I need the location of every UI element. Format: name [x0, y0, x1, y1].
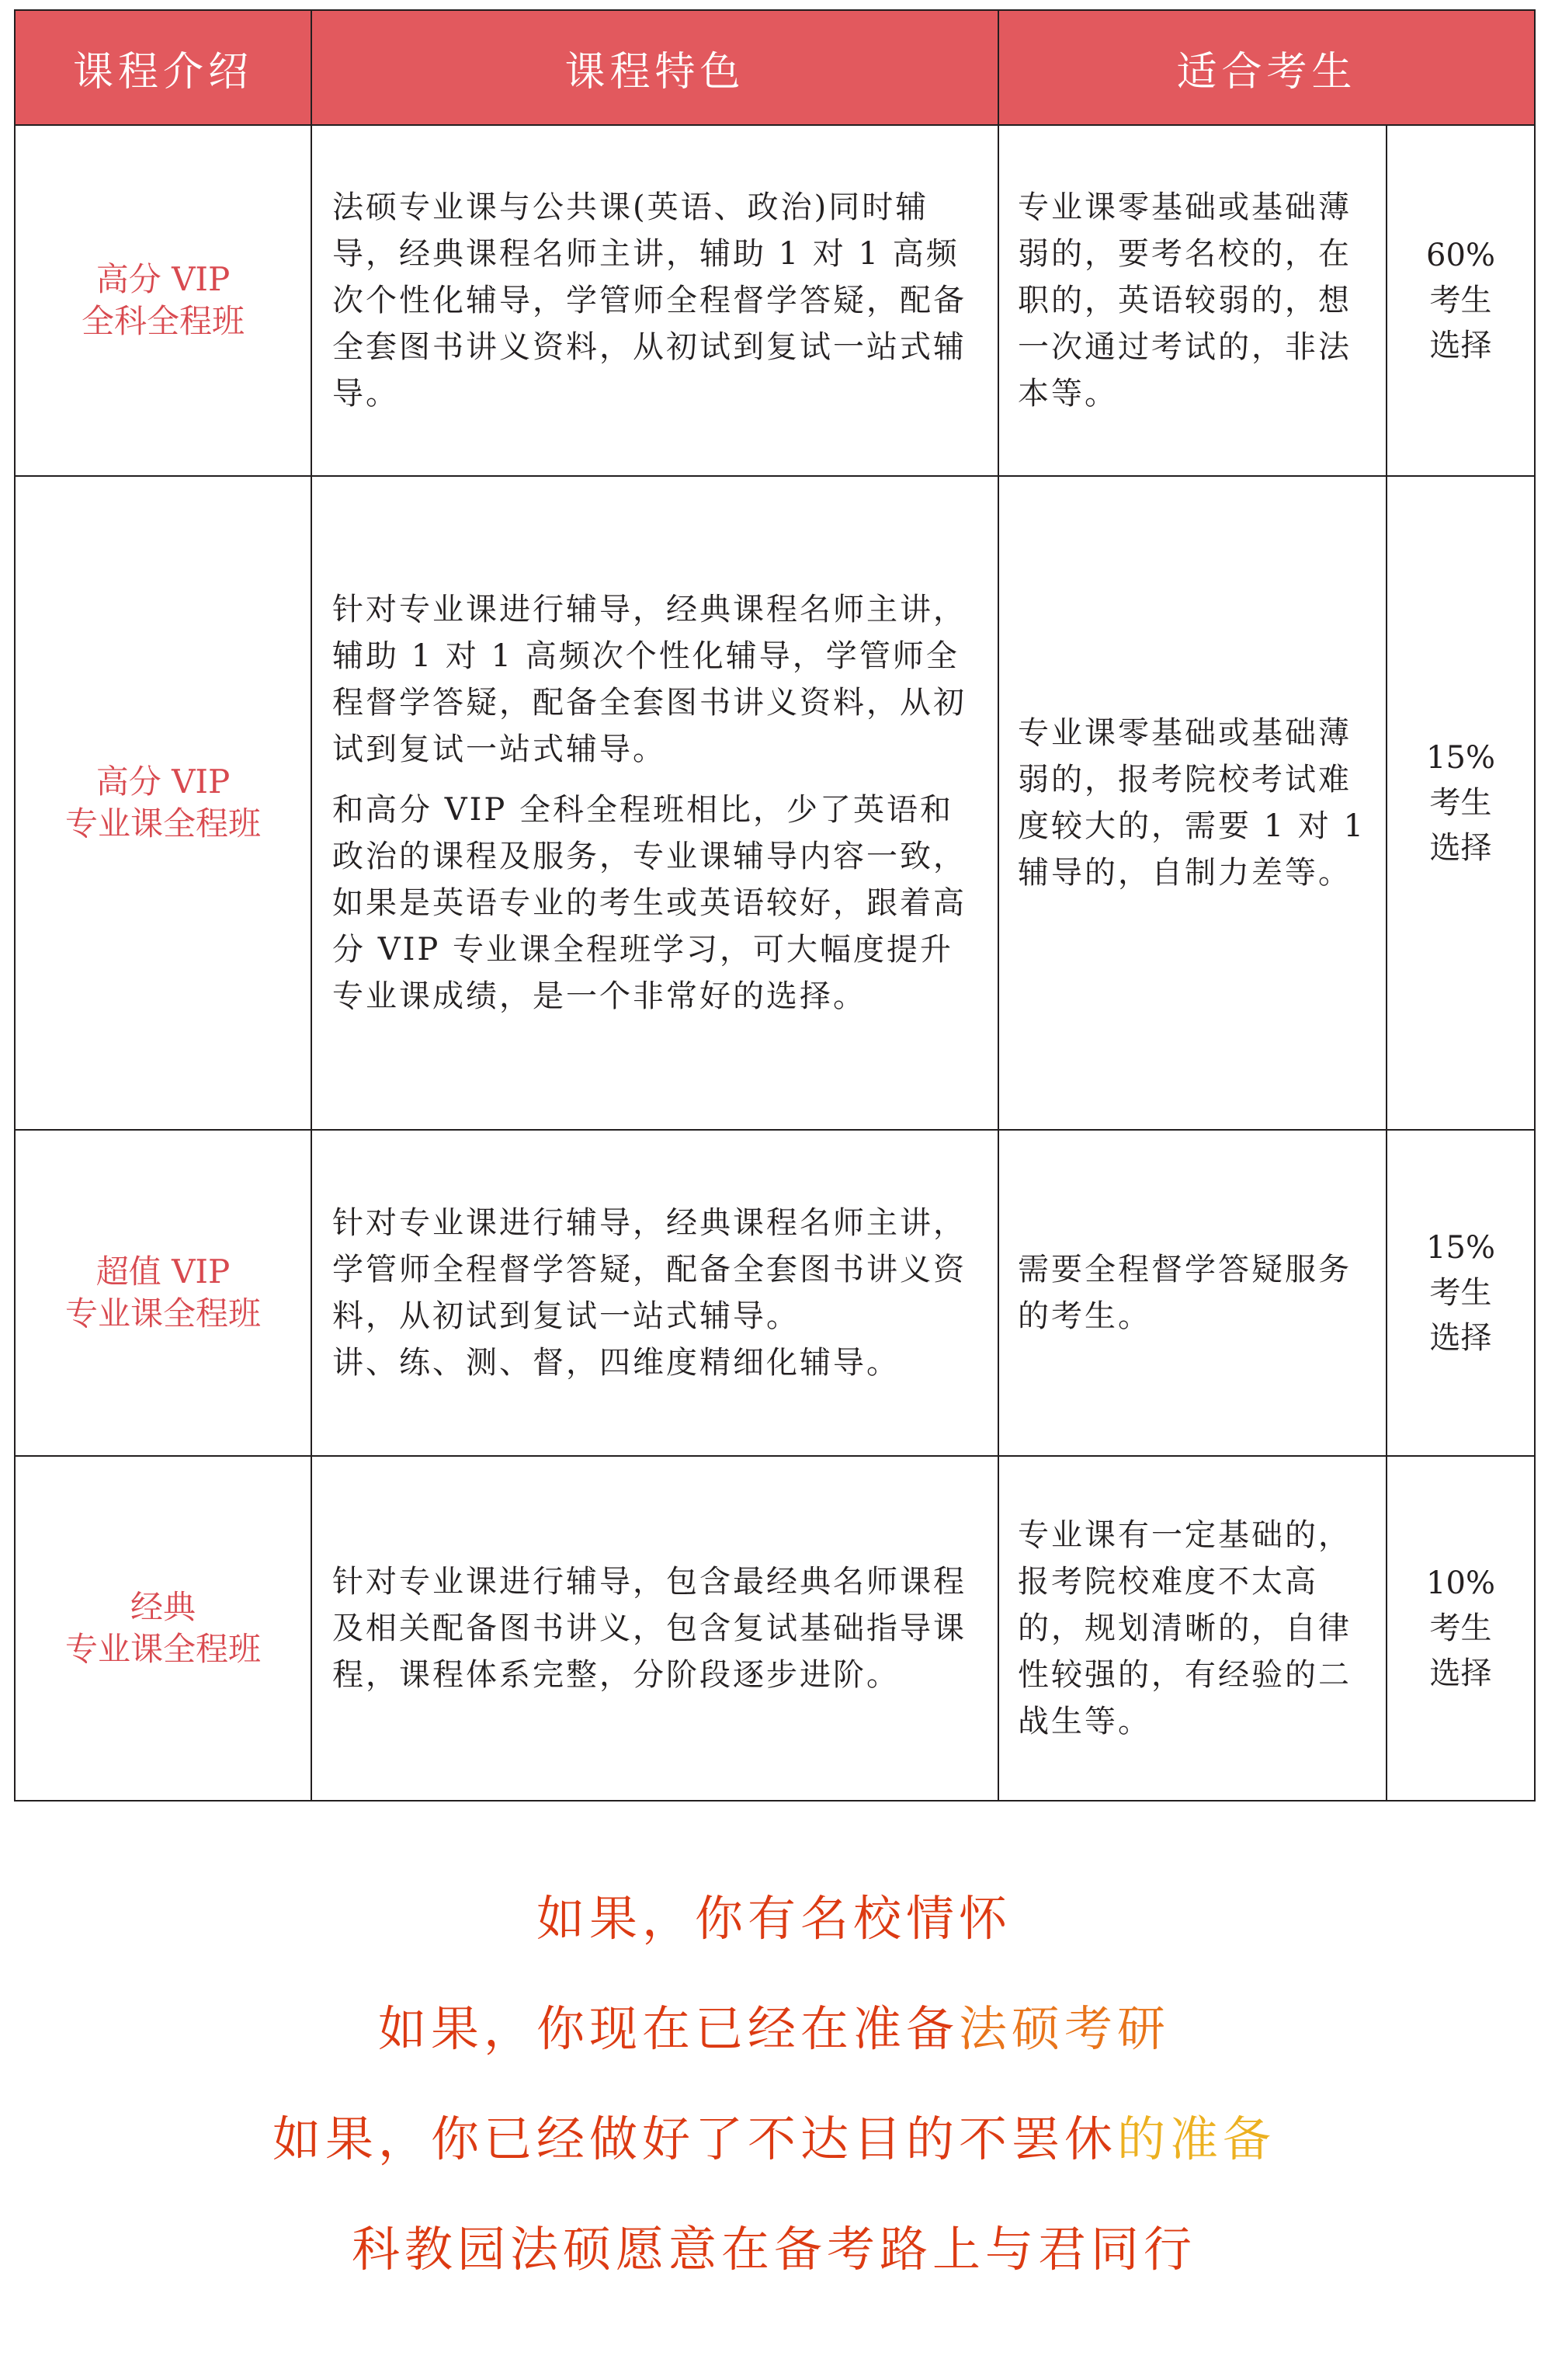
course-name-line2: 专业课全程班: [64, 1630, 261, 1668]
course-name-line2: 专业课全程班: [64, 804, 261, 843]
suitable-students: 需要全程督学答疑服务的考生。: [998, 1130, 1387, 1456]
percentage-label-line1: 考生: [1429, 1275, 1492, 1311]
slogan-line: 科教园法硕愿意在备考路上与君同行: [351, 2221, 1196, 2278]
course-name-line1: 高分 VIP: [95, 763, 231, 801]
feature-paragraph: 法硕专业课与公共课(英语、政治)同时辅导，经典课程名师主讲，辅助 1 对 1 高频次个性化辅导，学管师全程督学答疑，配备全套图书讲义资料，从初试到复试一站式辅导。: [332, 189, 967, 412]
percentage-label-line2: 选择: [1429, 328, 1492, 363]
slogan-segment-highlight: 的准备: [1117, 2111, 1276, 2167]
feature-paragraph: 针对专业课进行辅导，包含最经典名师课程及相关配备图书讲义，包含复试基础指导课程，课程体系完整，分阶段逐步进阶。: [332, 1564, 967, 1693]
percentage-value: 15%: [1426, 740, 1495, 776]
course-name-line2: 专业课全程班: [64, 1294, 261, 1332]
selection-percentage: [1387, 1456, 1535, 1801]
percentage-label-line1: 考生: [1429, 785, 1492, 821]
table-row: [15, 125, 1535, 476]
suitable-students: 专业课零基础或基础薄弱的，报考院校考试难度较大的，需要 1 对 1 辅导的，自制力差等。: [998, 476, 1387, 1130]
slogan-line: [0, 1974, 1548, 2084]
slogan-segment: 如果，你现在已经在准备: [377, 2000, 959, 2057]
slogan-line: 如果，你有名校情怀: [536, 1890, 1012, 1947]
slogan-block: [0, 1864, 1548, 2305]
selection-percentage: [1387, 1130, 1535, 1456]
percentage-value: 60%: [1426, 238, 1495, 273]
feature-paragraph: 和高分 VIP 全科全程班相比，少了英语和政治的课程及服务，专业课辅导内容一致，如果是英语专业的考生或英语较好，跟着高分 VIP 专业课全程班学习，可大幅度提升专业课成绩，是一个非常好的选择。: [332, 792, 967, 1014]
course-name: [15, 1130, 311, 1456]
header-course-features: 课程特色: [311, 10, 998, 125]
feature-paragraph: 讲、练、测、督，四维度精细化辅导。: [332, 1345, 900, 1381]
slogan-line: [0, 2084, 1548, 2194]
header-suitable-students: 适合考生: [998, 10, 1535, 125]
course-name: [15, 125, 311, 476]
course-features: [311, 125, 998, 476]
table-row: [15, 476, 1535, 1130]
table-row: [15, 1130, 1535, 1456]
course-name: [15, 476, 311, 1130]
slogan-segment: 如果，你已经做好了不达目的不罢休: [272, 2111, 1117, 2167]
course-name-line1: 经典: [130, 1588, 196, 1626]
course-name: [15, 1456, 311, 1801]
percentage-label-line2: 选择: [1429, 830, 1492, 866]
selection-percentage: [1387, 476, 1535, 1130]
course-name-line2: 全科全程班: [81, 302, 245, 340]
feature-paragraph: 针对专业课进行辅导，经典课程名师主讲，辅助 1 对 1 高频次个性化辅导，学管师全程督学答疑，配备全套图书讲义资料，从初试到复试一站式辅导。: [332, 592, 967, 767]
percentage-value: 15%: [1426, 1230, 1495, 1266]
course-features: [311, 1456, 998, 1801]
table-header-row: [15, 10, 1535, 125]
suitable-students: 专业课零基础或基础薄弱的，要考名校的，在职的，英语较弱的，想一次通过考试的，非法本等。: [998, 125, 1387, 476]
header-course-intro: 课程介绍: [15, 10, 311, 125]
slogan-segment-highlight: 法硕考研: [959, 2000, 1171, 2057]
percentage-label-line1: 考生: [1429, 283, 1492, 318]
percentage-label-line2: 选择: [1429, 1656, 1492, 1691]
percentage-label-line1: 考生: [1429, 1610, 1492, 1646]
course-features: [311, 1130, 998, 1456]
course-name-line1: 高分 VIP: [95, 260, 231, 298]
course-name-line1: 超值 VIP: [95, 1253, 231, 1291]
course-comparison-table: [14, 9, 1536, 1802]
table-row: [15, 1456, 1535, 1801]
feature-paragraph: 针对专业课进行辅导，经典课程名师主讲，学管师全程督学答疑，配备全套图书讲义资料，从初试到复试一站式辅导。: [332, 1205, 967, 1334]
selection-percentage: [1387, 125, 1535, 476]
course-features: [311, 476, 998, 1130]
percentage-value: 10%: [1426, 1565, 1495, 1601]
suitable-students: 专业课有一定基础的，报考院校难度不太高的，规划清晰的，自律性较强的，有经验的二战生等。: [998, 1456, 1387, 1801]
percentage-label-line2: 选择: [1429, 1320, 1492, 1356]
